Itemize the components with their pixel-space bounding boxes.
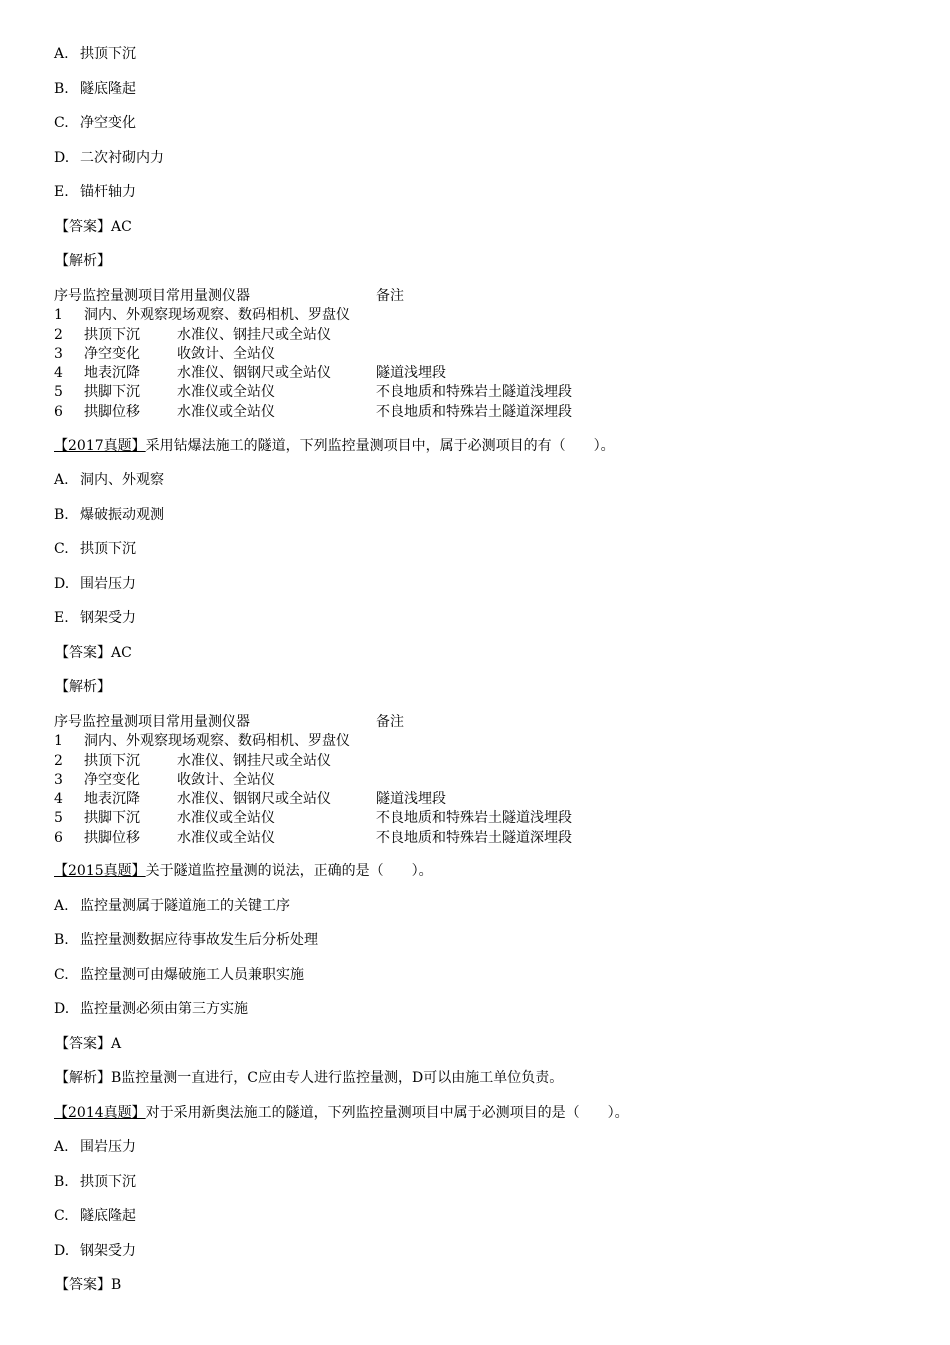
option-c: C. 监控量测可由爆破施工人员兼职实施 (54, 967, 304, 983)
table-row: 4 地表沉降 水准仪、铟钢尺或全站仪 隧道浅埋段 (54, 365, 446, 382)
answer: 【答案】B (55, 1277, 122, 1293)
analysis-label: 【解析】 (55, 253, 111, 269)
table-row: 6 拱脚位移 水准仪或全站仪 不良地质和特殊岩土隧道深埋段 (54, 403, 572, 420)
question-source: 【2014真题】 (54, 1105, 146, 1121)
table-row: 1 洞内、外观察 现场观察、数码相机、罗盘仪 (54, 733, 350, 750)
table-row: 2 拱顶下沉 水准仪、钢挂尺或全站仪 (54, 752, 331, 769)
table-row: 5 拱脚下沉 水准仪或全站仪 不良地质和特殊岩土隧道浅埋段 (54, 810, 572, 827)
monitoring-table (54, 713, 572, 848)
table-row: 4 地表沉降 水准仪、铟钢尺或全站仪 隧道浅埋段 (54, 791, 446, 808)
monitoring-table (54, 287, 572, 422)
option-b: B. 隧底隆起 (54, 81, 136, 97)
question-source: 【2015真题】 (54, 863, 146, 879)
option-c: C. 拱顶下沉 (54, 541, 136, 557)
option-d: D. 钢架受力 (54, 1243, 136, 1259)
option-e: E. 锚杆轴力 (54, 184, 136, 200)
table-row: 3 净空变化 收敛计、全站仪 (54, 771, 275, 788)
option-d: D. 监控量测必须由第三方实施 (54, 1001, 248, 1017)
table-row: 3 净空变化 收敛计、全站仪 (54, 345, 275, 362)
question-source: 【2017真题】 (54, 438, 146, 454)
option-a: A. 洞内、外观察 (54, 472, 164, 488)
analysis-label: 【解析】 (55, 679, 111, 695)
option-b: B. 爆破振动观测 (54, 507, 164, 523)
option-a: A. 监控量测属于隧道施工的关键工序 (54, 898, 290, 914)
option-c: C. 净空变化 (54, 115, 136, 131)
table-header: 序号监控量测项目常用量测仪器 备注 (54, 714, 404, 730)
question-2017 (54, 437, 615, 455)
analysis: 【解析】B监控量测一直进行，C应由专人进行监控量测，D可以由施工单位负责。 (55, 1070, 564, 1086)
table-header: 序号监控量测项目常用量测仪器 备注 (54, 288, 404, 304)
table-row: 6 拱脚位移 水准仪或全站仪 不良地质和特殊岩土隧道深埋段 (54, 829, 572, 846)
option-b: B. 监控量测数据应待事故发生后分析处理 (54, 932, 318, 948)
option-e: E. 钢架受力 (54, 610, 136, 626)
option-d: D. 围岩压力 (54, 576, 136, 592)
question-2015 (54, 862, 433, 880)
answer: 【答案】AC (55, 645, 132, 661)
option-b: B. 拱顶下沉 (54, 1174, 136, 1190)
question-stem: 采用钻爆法施工的隧道，下列监控量测项目中，属于必测项目的有（ ）。 (145, 438, 615, 454)
answer: 【答案】AC (55, 219, 132, 235)
option-d: D. 二次衬砌内力 (54, 150, 164, 166)
table-row: 2 拱顶下沉 水准仪、钢挂尺或全站仪 (54, 326, 331, 343)
option-c: C. 隧底隆起 (54, 1208, 136, 1224)
option-a: A. 拱顶下沉 (54, 46, 136, 62)
question-stem: 对于采用新奥法施工的隧道，下列监控量测项目中属于必测项目的是（ ）。 (145, 1105, 629, 1121)
table-row: 5 拱脚下沉 水准仪或全站仪 不良地质和特殊岩土隧道浅埋段 (54, 384, 572, 401)
question-stem: 关于隧道监控量测的说法，正确的是（ ）。 (145, 863, 433, 879)
option-a: A. 围岩压力 (54, 1139, 136, 1155)
question-2014 (54, 1104, 629, 1122)
answer: 【答案】A (55, 1036, 122, 1052)
table-row: 1 洞内、外观察 现场观察、数码相机、罗盘仪 (54, 307, 350, 324)
